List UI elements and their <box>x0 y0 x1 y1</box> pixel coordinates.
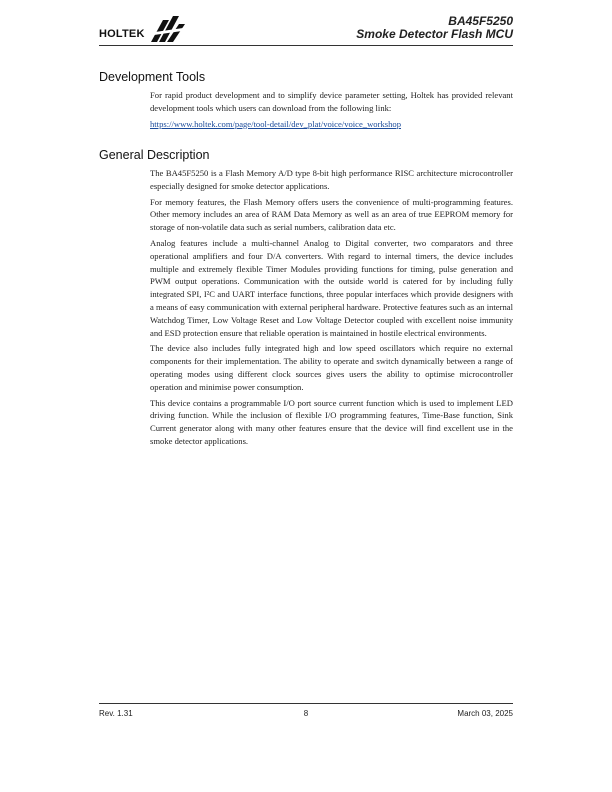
general-description-section <box>150 167 513 451</box>
holtek-logo-icon <box>149 14 187 44</box>
header-model: BA45F5250 <box>448 14 513 28</box>
dev-tools-paragraph: For rapid product development and to simplify device parameter setting, Holtek has provided relevant development tools which users can download from the following link: <box>150 90 513 113</box>
general-paragraph-1: The BA45F5250 is a Flash Memory A/D type 8-bit high performance RISC architecture microcontroller especially designed for smoke detector applications. <box>150 168 513 191</box>
holtek-logo <box>99 14 189 44</box>
header-title-block <box>356 15 513 41</box>
general-paragraph-5: This device contains a programmable I/O port source current function which is used to implement LED driving function. While the inclusion of flexible I/O programming features, Time-Base function, Sink Current generator along with many other features ensure that the device will find excellent use in the smoke detector applications. <box>150 397 513 446</box>
dev-tools-heading: Development Tools <box>99 70 206 84</box>
page-footer <box>99 703 513 718</box>
page-header <box>99 14 513 46</box>
header-subtitle: Smoke Detector Flash MCU <box>356 27 513 41</box>
dev-tools-section <box>150 89 513 133</box>
footer-page-number: 8 <box>303 709 309 718</box>
general-paragraph-3: Analog features include a multi-channel Analog to Digital converter, two comparators and three operational amplifiers and four D/A converters. With regard to internal timers, the device includes multiple and extremely flexible Timer Modules providing functions for timing, pulse generation and PWM output operations. Communication with the outside world is catered for by including fully integrated SPI, I²C and UART interface functions, three popular interfaces which provide designers with a means of easy communication with external peripheral hardware. Protective features such as an internal Watchdog Timer, Low Voltage Reset and Low Voltage Detector coupled with excellent noise immunity and ESD protection ensure that reliable operation is maintained in hostile electrical environments. <box>150 237 513 338</box>
general-paragraph-4: The device also includes fully integrated high and low speed oscillators which require no external components for their implementation. The ability to operate and switch dynamically between a range of operating modes using different clock sources gives users the ability to optimise microcontroller operation and minimise power consumption. <box>150 343 513 392</box>
logo-text: HOLTEK <box>99 28 145 40</box>
footer-revision: Rev. 1.31 <box>99 709 133 718</box>
dev-tools-link[interactable]: https://www.holtek.com/page/tool-detail/dev_plat/voice/voice_workshop <box>150 118 401 129</box>
general-paragraph-2: For memory features, the Flash Memory offers users the convenience of multi-programming features. Other memory includes an area of RAM Data Memory as well as an area of true EEPROM memory for storage of non-volatile data such as serial numbers, calibration data etc. <box>150 196 513 233</box>
general-description-heading: General Description <box>99 148 210 162</box>
footer-date: March 03, 2025 <box>457 709 513 718</box>
